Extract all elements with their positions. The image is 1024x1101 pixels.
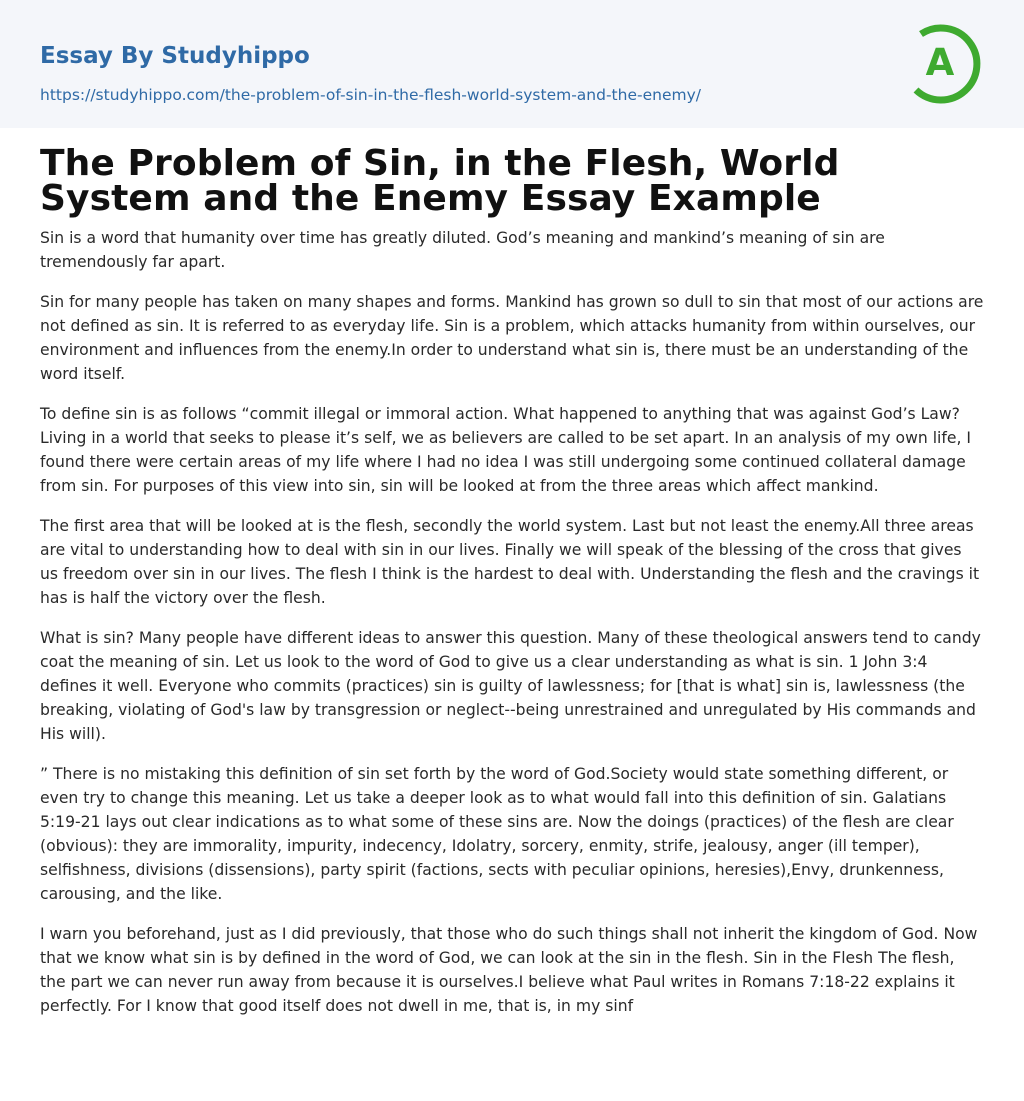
article-content	[40, 143, 984, 1034]
paragraph: The first area that will be looked at is the flesh, secondly the world system. Last but not least the enemy.All three areas are vital to understanding how to deal with sin in our lives. Finally we will speak of the blessing of the cross that gives us freedom over sin in our lives. The flesh I think is the hardest to deal with. Understanding the flesh and the cravings it has is half the victory over the flesh.	[40, 517, 980, 607]
paragraph: Sin for many people has taken on many shapes and forms. Mankind has grown so dull to sin that most of our actions are not defined as sin. It is referred to as everyday life. Sin is a problem, which attacks humanity from within ourselves, our environment and influences from the enemy.In order to understand what sin is, there must be an understanding of the word itself.	[40, 293, 984, 383]
essay-url-link[interactable]: https://studyhippo.com/the-problem-of-sin-in-the-flesh-world-system-and-the-enemy/	[40, 86, 701, 104]
paragraph: Sin is a word that humanity over time has greatly diluted. God’s meaning and mankind’s meaning of sin are tremendously far apart.	[40, 229, 885, 271]
paragraph: What is sin? Many people have different ideas to answer this question. Many of these theological answers tend to candy coat the meaning of sin. Let us look to the word of God to give us a clear understanding as what is sin. 1 John 3:4 defines it well. Everyone who commits (practices) sin is guilty of lawlessness; for [that is what] sin is, lawlessness (the breaking, violating of God's law by transgression or neglect--being unrestrained and unregulated by His commands and His will).	[40, 629, 981, 743]
site-header	[0, 0, 1024, 128]
paragraph: I warn you beforehand, just as I did previously, that those who do such things shall not inherit the kingdom of God. Now that we know what sin is by defined in the word of God, we can look at the sin in the flesh. Sin in the Flesh The flesh, the part we can never run away from because it is ourselves.I believe what Paul writes in Romans 7:18-22 explains it perfectly. For I know that good itself does not dwell in me, that is, in my sinf	[40, 925, 978, 1015]
paragraph: ” There is no mistaking this definition of sin set forth by the word of God.Society would state something different, or even try to change this meaning. Let us take a deeper look as to what would fall into this definition of sin. Galatians 5:19-21 lays out clear indications as to what some of these sins are. Now the doings (practices) of the flesh are clear (obvious): they are immorality, impurity, indecency, Idolatry, sorcery, enmity, strife, jealousy, anger (ill temper), selfishness, divisions (dissensions), party spirit (factions, sects with peculiar opinions, heresies),Envy, drunkenness, carousing, and the like.	[40, 765, 954, 903]
logo-letter: A	[925, 41, 955, 84]
circle-a-logo-icon[interactable]	[912, 18, 988, 106]
site-title: Essay By Studyhippo	[40, 43, 310, 69]
paragraph: To define sin is as follows “commit illegal or immoral action. What happened to anything that was against God’s Law? Living in a world that seeks to please it’s self, we as believers are called to be set apart. In an analysis of my own life, I found there were certain areas of my life where I had no idea I was still undergoing some continued collateral damage from sin. For purposes of this view into sin, sin will be looked at from the three areas which affect mankind.	[40, 405, 971, 495]
article-title: The Problem of Sin, in the Flesh, World System and the Enemy Essay Example	[40, 143, 840, 219]
